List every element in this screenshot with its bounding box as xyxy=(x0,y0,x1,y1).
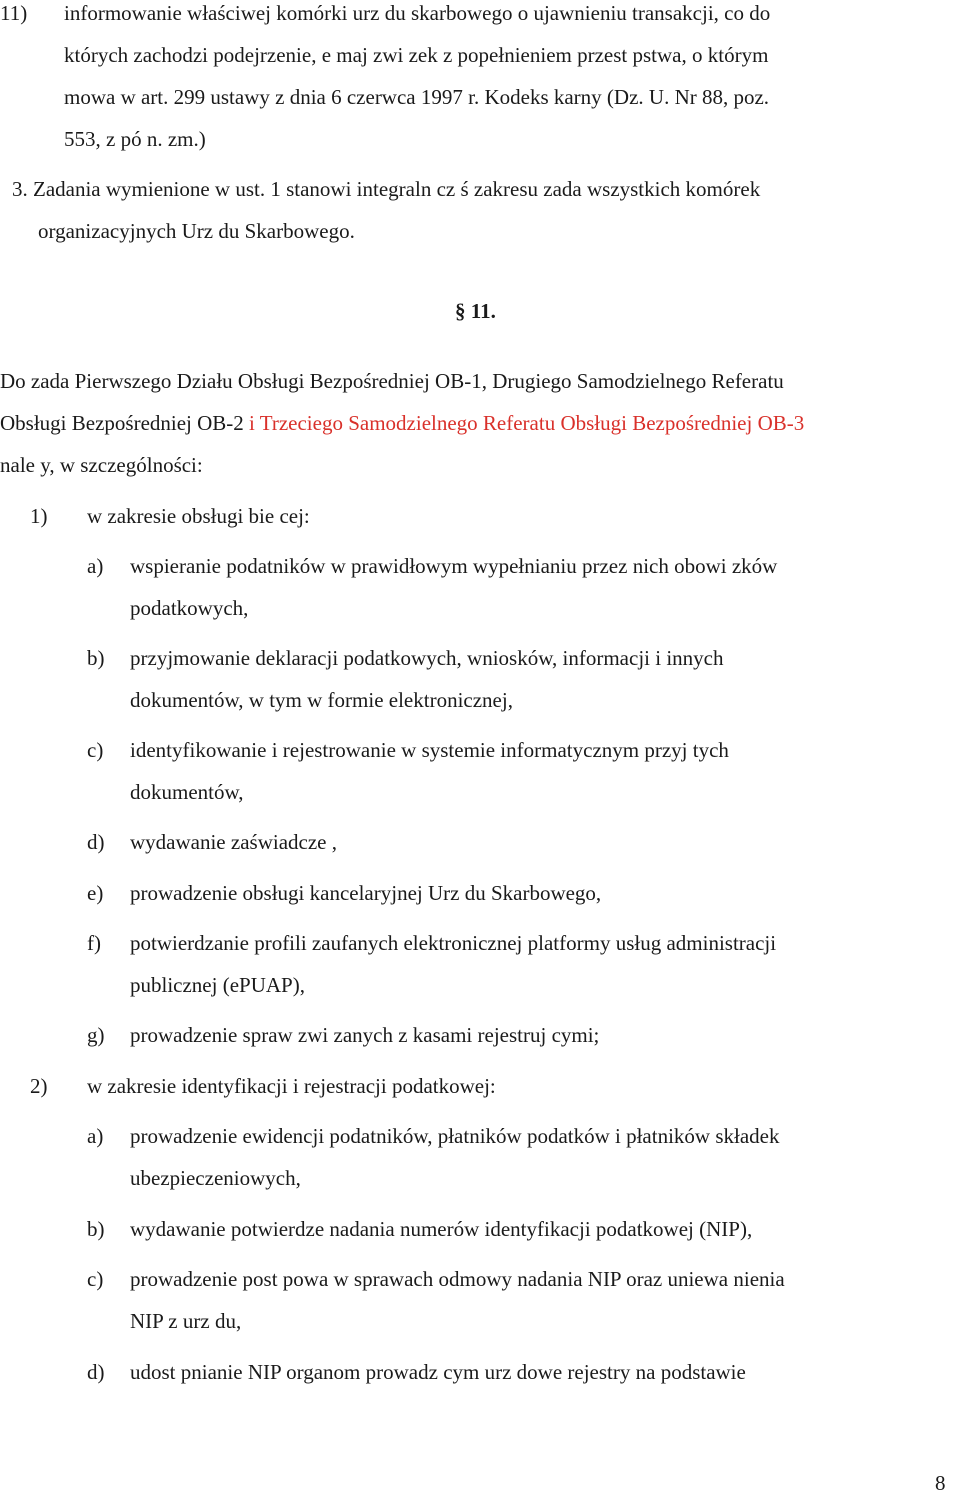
list-item-line: publicznej (ePUAP), xyxy=(130,973,305,997)
list-item-line: dokumentów, w tym w formie elektronicznej, xyxy=(130,688,513,712)
list-number: 11) xyxy=(0,1,28,25)
list-item-line: potwierdzanie profili zaufanych elektronicznej platformy usług administracji xyxy=(130,931,777,955)
page-number: 8 xyxy=(935,1471,946,1495)
list-item-line: udost pnianie NIP organom prowadz cym urz dowe rejestry na podstawie xyxy=(130,1360,746,1384)
paragraph-line: nale y, w szczególności: xyxy=(0,453,203,477)
paragraph-line: 3. Zadania wymienione w ust. 1 stanowi integraln cz ś zakresu zada wszystkich komórek xyxy=(12,177,761,201)
paragraph-line: mowa w art. 299 ustawy z dnia 6 czerwca 1997 r. Kodeks karny (Dz. U. Nr 88, poz. xyxy=(64,85,770,109)
paragraph-text: Obsługi Bezpośredniej OB-2 xyxy=(0,411,250,435)
list-item-line: wydawanie zaświadcze , xyxy=(130,830,337,854)
paragraph-line: których zachodzi podejrzenie, e maj zwi zek z popełnieniem przest pstwa, o którym xyxy=(64,43,769,67)
list-letter: e) xyxy=(87,881,104,905)
list-title: w zakresie obsługi bie cej: xyxy=(87,504,310,528)
list-letter: g) xyxy=(87,1023,105,1047)
paragraph-line: 553, z pó n. zm.) xyxy=(64,127,206,151)
list-item-line: prowadzenie post powa w sprawach odmowy nadania NIP oraz uniewa nienia xyxy=(130,1267,785,1291)
list-letter: c) xyxy=(87,1267,104,1291)
paragraph-line xyxy=(0,410,804,436)
list-letter: c) xyxy=(87,738,104,762)
list-letter: a) xyxy=(87,554,104,578)
list-item-line: prowadzenie ewidencji podatników, płatników podatków i płatników składek xyxy=(130,1124,780,1148)
list-item-line: prowadzenie spraw zwi zanych z kasami rejestruj cymi; xyxy=(130,1023,600,1047)
list-number: 2) xyxy=(30,1074,48,1098)
list-letter: a) xyxy=(87,1124,104,1148)
paragraph-line: organizacyjnych Urz du Skarbowego. xyxy=(38,219,355,243)
list-title: w zakresie identyfikacji i rejestracji podatkowej: xyxy=(87,1074,496,1098)
list-item-line: wydawanie potwierdze nadania numerów identyfikacji podatkowej (NIP), xyxy=(130,1217,753,1241)
list-letter: d) xyxy=(87,830,105,854)
list-item-line: podatkowych, xyxy=(130,596,249,620)
paragraph-line: informowanie właściwej komórki urz du skarbowego o ujawnieniu transakcji, co do xyxy=(64,1,771,25)
list-letter: d) xyxy=(87,1360,105,1384)
list-item-line: identyfikowanie i rejestrowanie w systemie informatycznym przyj tych xyxy=(130,738,729,762)
section-heading: § 11. xyxy=(455,299,496,323)
list-letter: b) xyxy=(87,646,105,670)
highlighted-text: i Trzeciego Samodzielnego Referatu Obsługi Bezpośredniej OB-3 xyxy=(249,411,805,435)
list-item-line: ubezpieczeniowych, xyxy=(130,1166,301,1190)
list-item-line: wspieranie podatników w prawidłowym wypełnianiu przez nich obowi zków xyxy=(130,554,778,578)
list-item-line: NIP z urz du, xyxy=(130,1309,242,1333)
list-letter: b) xyxy=(87,1217,105,1241)
list-item-line: prowadzenie obsługi kancelaryjnej Urz du Skarbowego, xyxy=(130,881,602,905)
list-item-line: przyjmowanie deklaracji podatkowych, wniosków, informacji i innych xyxy=(130,646,724,670)
list-number: 1) xyxy=(30,504,48,528)
paragraph-line: Do zada Pierwszego Działu Obsługi Bezpośredniej OB-1, Drugiego Samodzielnego Referatu xyxy=(0,369,784,393)
list-letter: f) xyxy=(87,931,101,955)
list-item-line: dokumentów, xyxy=(130,780,244,804)
